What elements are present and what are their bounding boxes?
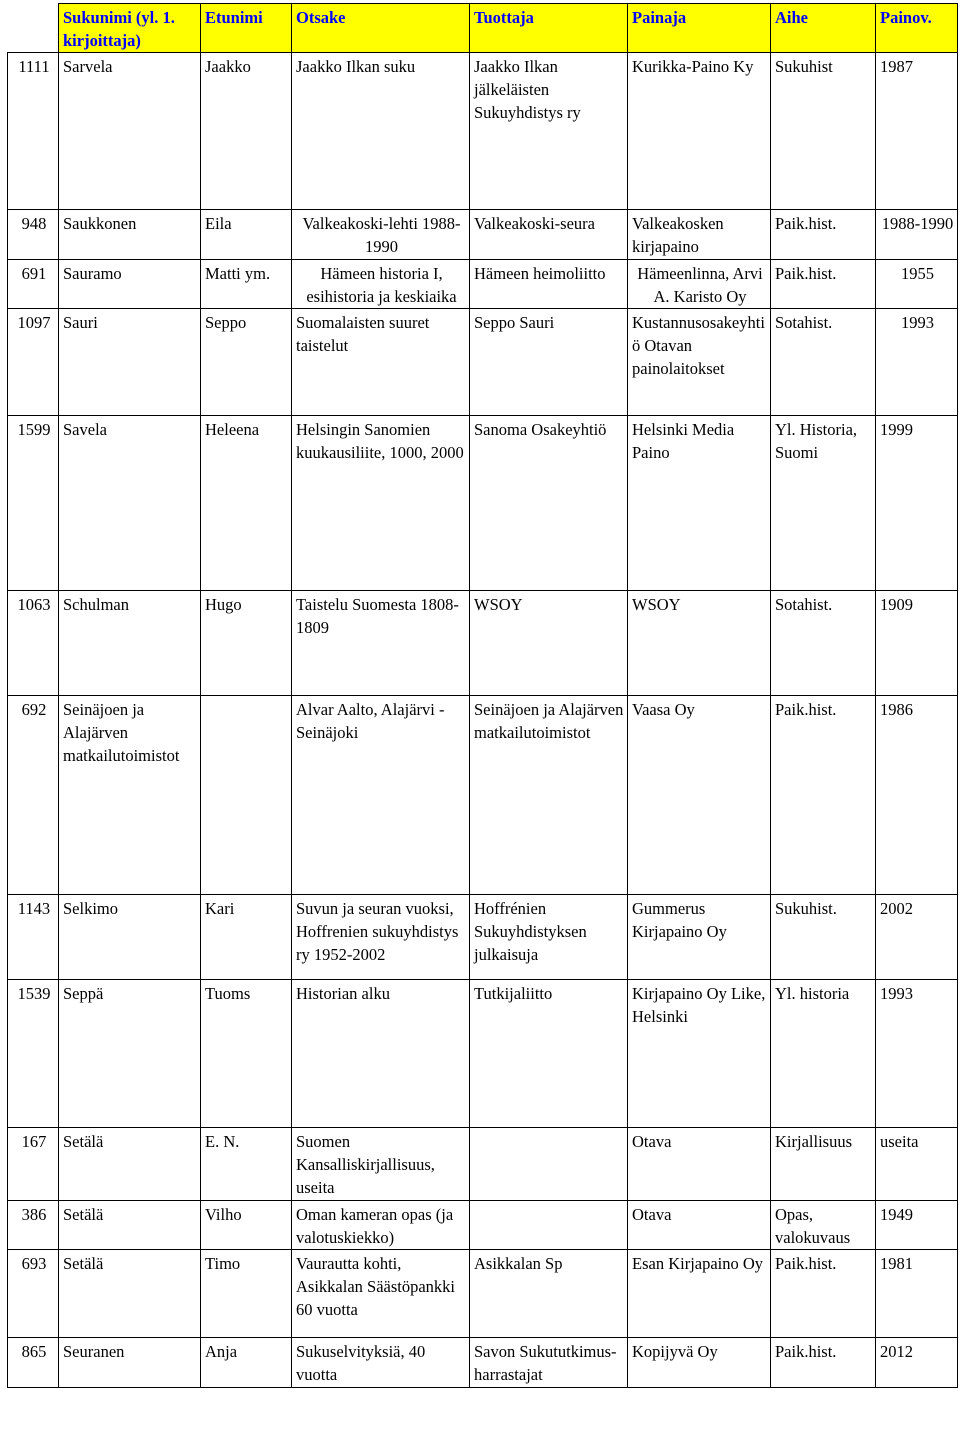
row-sukunimi: Seuranen xyxy=(59,1338,201,1388)
row-painov: 1987 xyxy=(876,53,958,210)
row-etunimi: Kari xyxy=(201,895,292,980)
row-otsake: Oman kameran opas (ja valotuskiekko) xyxy=(292,1201,470,1250)
row-etunimi: Tuoms xyxy=(201,980,292,1128)
row-tuottaja xyxy=(470,1128,628,1201)
row-otsake: Valkeakoski-lehti 1988-1990 xyxy=(292,210,470,260)
row-tuottaja xyxy=(470,1201,628,1250)
row-etunimi: Timo xyxy=(201,1250,292,1338)
row-painov: useita xyxy=(876,1128,958,1201)
row-otsake: Suomalaisten suuret taistelut xyxy=(292,309,470,416)
header-sukunimi: Sukunimi (yl. 1. kirjoittaja) xyxy=(59,4,201,53)
row-sukunimi: Seppä xyxy=(59,980,201,1128)
row-id: 1599 xyxy=(8,416,59,591)
row-id: 691 xyxy=(8,260,59,309)
row-painov: 1999 xyxy=(876,416,958,591)
row-painaja: Esan Kirjapaino Oy xyxy=(628,1250,771,1338)
row-painov: 1986 xyxy=(876,696,958,895)
row-etunimi: Eila xyxy=(201,210,292,260)
row-aihe: Yl. historia xyxy=(771,980,876,1128)
row-sukunimi: Saukkonen xyxy=(59,210,201,260)
row-aihe: Paik.hist. xyxy=(771,260,876,309)
row-etunimi: Vilho xyxy=(201,1201,292,1250)
table-row xyxy=(8,1201,958,1250)
row-id: 1063 xyxy=(8,591,59,696)
row-aihe: Yl. Historia, Suomi xyxy=(771,416,876,591)
row-painaja: Hämeenlinna, Arvi A. Karisto Oy xyxy=(628,260,771,309)
row-painaja: Kirjapaino Oy Like, Helsinki xyxy=(628,980,771,1128)
row-otsake: Hämeen historia I, esihistoria ja keskiaika xyxy=(292,260,470,309)
row-otsake: Helsingin Sanomien kuukausiliite, 1000, 2000 xyxy=(292,416,470,591)
row-id: 865 xyxy=(8,1338,59,1388)
row-etunimi: E. N. xyxy=(201,1128,292,1201)
row-tuottaja: Hoffrénien Sukuyhdistyksen julkaisuja xyxy=(470,895,628,980)
row-aihe: Paik.hist. xyxy=(771,696,876,895)
table-row xyxy=(8,210,958,260)
row-painaja: Gummerus Kirjapaino Oy xyxy=(628,895,771,980)
row-aihe: Paik.hist. xyxy=(771,1338,876,1388)
header-aihe: Aihe xyxy=(771,4,876,53)
row-aihe: Paik.hist. xyxy=(771,210,876,260)
row-painaja: Vaasa Oy xyxy=(628,696,771,895)
table-row xyxy=(8,1128,958,1201)
book-catalog-table xyxy=(7,3,958,1388)
table-row xyxy=(8,895,958,980)
row-id: 1539 xyxy=(8,980,59,1128)
row-painov: 2002 xyxy=(876,895,958,980)
row-otsake: Historian alku xyxy=(292,980,470,1128)
row-sukunimi: Savela xyxy=(59,416,201,591)
row-id: 1143 xyxy=(8,895,59,980)
row-sukunimi: Sarvela xyxy=(59,53,201,210)
row-etunimi: Jaakko xyxy=(201,53,292,210)
row-aihe: Paik.hist. xyxy=(771,1250,876,1338)
row-etunimi: Anja xyxy=(201,1338,292,1388)
row-aihe: Kirjallisuus xyxy=(771,1128,876,1201)
row-etunimi: Matti ym. xyxy=(201,260,292,309)
row-etunimi: Seppo xyxy=(201,309,292,416)
row-otsake: Suvun ja seuran vuoksi, Hoffrenien sukuyhdistys ry 1952-2002 xyxy=(292,895,470,980)
row-id: 386 xyxy=(8,1201,59,1250)
header-row xyxy=(8,4,958,53)
row-id: 167 xyxy=(8,1128,59,1201)
row-tuottaja: Jaakko Ilkan jälkeläisten Sukuyhdistys ry xyxy=(470,53,628,210)
row-otsake: Jaakko Ilkan suku xyxy=(292,53,470,210)
table-row xyxy=(8,309,958,416)
row-sukunimi: Schulman xyxy=(59,591,201,696)
row-painaja: Kustannusosakeyhtiö Otavan painolaitokset xyxy=(628,309,771,416)
table-row xyxy=(8,591,958,696)
table-row xyxy=(8,53,958,210)
row-sukunimi: Setälä xyxy=(59,1201,201,1250)
header-painaja: Painaja xyxy=(628,4,771,53)
row-painaja: Kurikka-Paino Ky xyxy=(628,53,771,210)
row-painov: 1993 xyxy=(876,309,958,416)
row-painov: 1909 xyxy=(876,591,958,696)
table-row xyxy=(8,980,958,1128)
row-id: 692 xyxy=(8,696,59,895)
table-row xyxy=(8,260,958,309)
table-row xyxy=(8,416,958,591)
row-sukunimi: Sauramo xyxy=(59,260,201,309)
row-tuottaja: WSOY xyxy=(470,591,628,696)
row-tuottaja: Seinäjoen ja Alajärven matkailutoimistot xyxy=(470,696,628,895)
row-sukunimi: Setälä xyxy=(59,1250,201,1338)
row-painov: 1981 xyxy=(876,1250,958,1338)
row-tuottaja: Seppo Sauri xyxy=(470,309,628,416)
table-row xyxy=(8,1338,958,1388)
row-otsake: Suomen Kansalliskirjallisuus, useita xyxy=(292,1128,470,1201)
row-painaja: WSOY xyxy=(628,591,771,696)
row-aihe: Opas, valokuvaus xyxy=(771,1201,876,1250)
row-id: 948 xyxy=(8,210,59,260)
row-sukunimi: Seinäjoen ja Alajärven matkailutoimistot xyxy=(59,696,201,895)
row-painov: 2012 xyxy=(876,1338,958,1388)
row-painaja: Otava xyxy=(628,1201,771,1250)
row-aihe: Sotahist. xyxy=(771,591,876,696)
row-painaja: Kopijyvä Oy xyxy=(628,1338,771,1388)
table-row xyxy=(8,1250,958,1338)
row-painaja: Helsinki Media Paino xyxy=(628,416,771,591)
row-tuottaja: Valkeakoski-seura xyxy=(470,210,628,260)
header-id-cell xyxy=(8,4,59,53)
row-etunimi xyxy=(201,696,292,895)
row-id: 693 xyxy=(8,1250,59,1338)
header-otsake: Otsake xyxy=(292,4,470,53)
row-sukunimi: Sauri xyxy=(59,309,201,416)
row-painov: 1993 xyxy=(876,980,958,1128)
row-painaja: Valkeakosken kirjapaino xyxy=(628,210,771,260)
row-aihe: Sotahist. xyxy=(771,309,876,416)
row-tuottaja: Savon Sukututkimus-harrastajat xyxy=(470,1338,628,1388)
row-sukunimi: Setälä xyxy=(59,1128,201,1201)
header-etunimi: Etunimi xyxy=(201,4,292,53)
row-tuottaja: Asikkalan Sp xyxy=(470,1250,628,1338)
row-otsake: Vaurautta kohti, Asikkalan Säästöpankki 60 vuotta xyxy=(292,1250,470,1338)
row-otsake: Taistelu Suomesta 1808-1809 xyxy=(292,591,470,696)
row-etunimi: Hugo xyxy=(201,591,292,696)
row-etunimi: Heleena xyxy=(201,416,292,591)
row-aihe: Sukuhist xyxy=(771,53,876,210)
row-painov: 1988-1990 xyxy=(876,210,958,260)
row-otsake: Alvar Aalto, Alajärvi - Seinäjoki xyxy=(292,696,470,895)
row-aihe: Sukuhist. xyxy=(771,895,876,980)
row-id: 1097 xyxy=(8,309,59,416)
header-painov: Painov. xyxy=(876,4,958,53)
row-painov: 1955 xyxy=(876,260,958,309)
row-sukunimi: Selkimo xyxy=(59,895,201,980)
row-otsake: Sukuselvityksiä, 40 vuotta xyxy=(292,1338,470,1388)
row-painov: 1949 xyxy=(876,1201,958,1250)
row-tuottaja: Tutkijaliitto xyxy=(470,980,628,1128)
header-tuottaja: Tuottaja xyxy=(470,4,628,53)
row-tuottaja: Hämeen heimoliitto xyxy=(470,260,628,309)
row-painaja: Otava xyxy=(628,1128,771,1201)
row-id: 1111 xyxy=(8,53,59,210)
row-tuottaja: Sanoma Osakeyhtiö xyxy=(470,416,628,591)
table-row xyxy=(8,696,958,895)
